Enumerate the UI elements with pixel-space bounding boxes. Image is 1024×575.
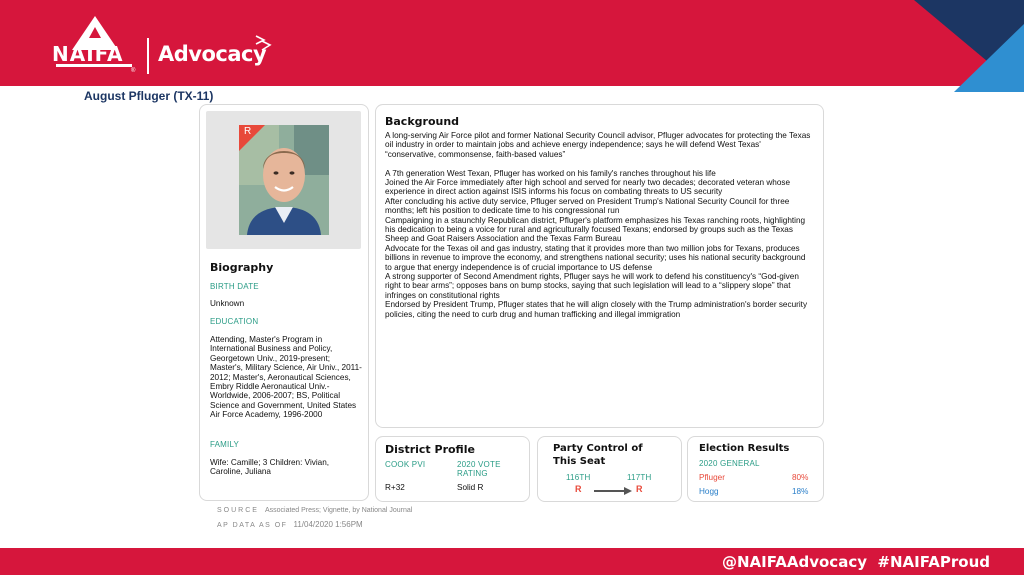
election-results-card [687,436,824,502]
candidate-pct-1: 80% [792,473,809,482]
party-to-value: R [636,484,643,494]
party-letter: R [244,126,252,137]
as-of-label: AP DATA AS OF [217,522,288,529]
family-value: Wife: Camille; 3 Children: Vivian, Caroline, Juliana [210,458,330,477]
arrow-right-icon [593,486,633,496]
footer-bar [0,548,1024,575]
background-item: After concluding his active duty service, Pfluger served on President Trump's National Security Council for three months; left his position to dedicate time to his congressional run [385,196,790,216]
background-intro: A long-serving Air Force pilot and former National Security Council advisor, Pfluger advocates for protecting the Texas oil industry in order to maintain jobs and achieve energy independence; says he will defend West Texas' “conservative, commonsense, faith-based values” [385,131,811,159]
education-value: Attending, Master's Program in International Business and Policy, Georgetown Univ., 2019-present; Master's, Military Science, Air Univ., 2011-2012; Master's, Aeronautical Sciences, Embry Riddle Aeronautical Univ.-Worldwide, 2006-2007; BS, Political Science and Government, United States Air Force Academy, 1996-2000 [210,335,362,420]
family-label: FAMILY [210,440,240,449]
source-text: Associated Press; Vignette, by National Journal [264,507,413,514]
cook-pvi-label: COOK PVI [385,460,426,469]
source-label: SOURCE [217,507,259,514]
as-of-line [217,520,363,529]
background-item: A strong supporter of Second Amendment rights, Pfluger says he will work to defend his constituency's “God-given right to bear arms”; opposes bans on bump stocks, saying that such legislation will lead to a “slippery slope” that infringes on constitutional rights [385,272,799,300]
logo-advocacy-text: Advocacy [158,42,267,66]
candidate-pct-2: 18% [792,487,809,496]
header-bar [0,0,1024,86]
district-profile-card [375,436,530,502]
logo-divider [147,38,149,74]
birth-date-value: Unknown [210,299,245,308]
source-line [217,507,412,514]
as-of-text: 11/04/2020 1:56PM [293,520,363,529]
background-item: Endorsed by President Trump, Pfluger states that he will align closely with the Trump administration's border security policies, citing the need to curb drug and human trafficking and illegal immigration [385,300,808,319]
birth-date-label: BIRTH DATE [210,282,259,291]
party-flag-icon [239,125,265,151]
congress-to-label: 117TH [627,473,652,482]
vote-rating-label-1: 2020 VOTE [457,460,501,469]
corner-decoration-icon [914,0,1024,92]
footer-hashtags: @NAIFAAdvocacy #NAIFAProud [722,553,990,571]
double-chevron-icon [252,32,274,52]
party-from-value: R [575,484,582,494]
registered-mark: ® [131,68,136,74]
background-text [385,131,811,319]
logo-wordmark: NAIFA [52,42,124,66]
party-control-card [537,436,682,502]
congress-from-label: 116TH [566,473,591,482]
background-card [375,104,824,428]
background-item: Campaigning in a staunchly Republican district, Pfluger's platform emphasizes his Texas ranching roots, highlighting his dedication to being a voice for rural and agriculturally focused Texans; endorsed by groups such as the Texas Sheep and Goat Raisers Association and the Texas Farm Bureau [385,215,806,244]
biography-title: Biography [210,261,274,274]
district-title: District Profile [385,443,475,456]
background-item: Joined the Air Force immediately after high school and served for nearly two decades; decorated veteran whose experience in direct action against ISIS informs his focus on combating threats to US security [385,178,791,197]
photo-panel [206,111,361,249]
cook-pvi-value: R+32 [385,483,405,492]
party-control-title-2: This Seat [553,456,606,467]
party-control-title-1: Party Control of [553,443,643,454]
education-label: EDUCATION [210,317,259,326]
background-title: Background [385,115,460,128]
election-title: Election Results [699,443,790,454]
election-subtitle: 2020 GENERAL [699,459,760,468]
background-item: A 7th generation West Texan, Pfluger has worked on his family's ranches throughout his life [385,168,716,178]
background-item: Advocate for the Texas oil and gas industry, stating that it provides more than two million jobs for Texans, produces billions in revenue to improve the economy, and strengthens national security; uses his national security background to argue that energy independence is of crucial importance to US defense [385,243,806,272]
biography-card [199,104,369,501]
candidate-name-1: Pfluger [699,473,725,482]
vote-rating-value: Solid R [457,483,484,492]
page-title: August Pfluger (TX-11) [84,89,214,103]
candidate-name-2: Hogg [699,487,719,496]
candidate-photo [239,125,329,235]
vote-rating-label-2: RATING [457,469,488,478]
